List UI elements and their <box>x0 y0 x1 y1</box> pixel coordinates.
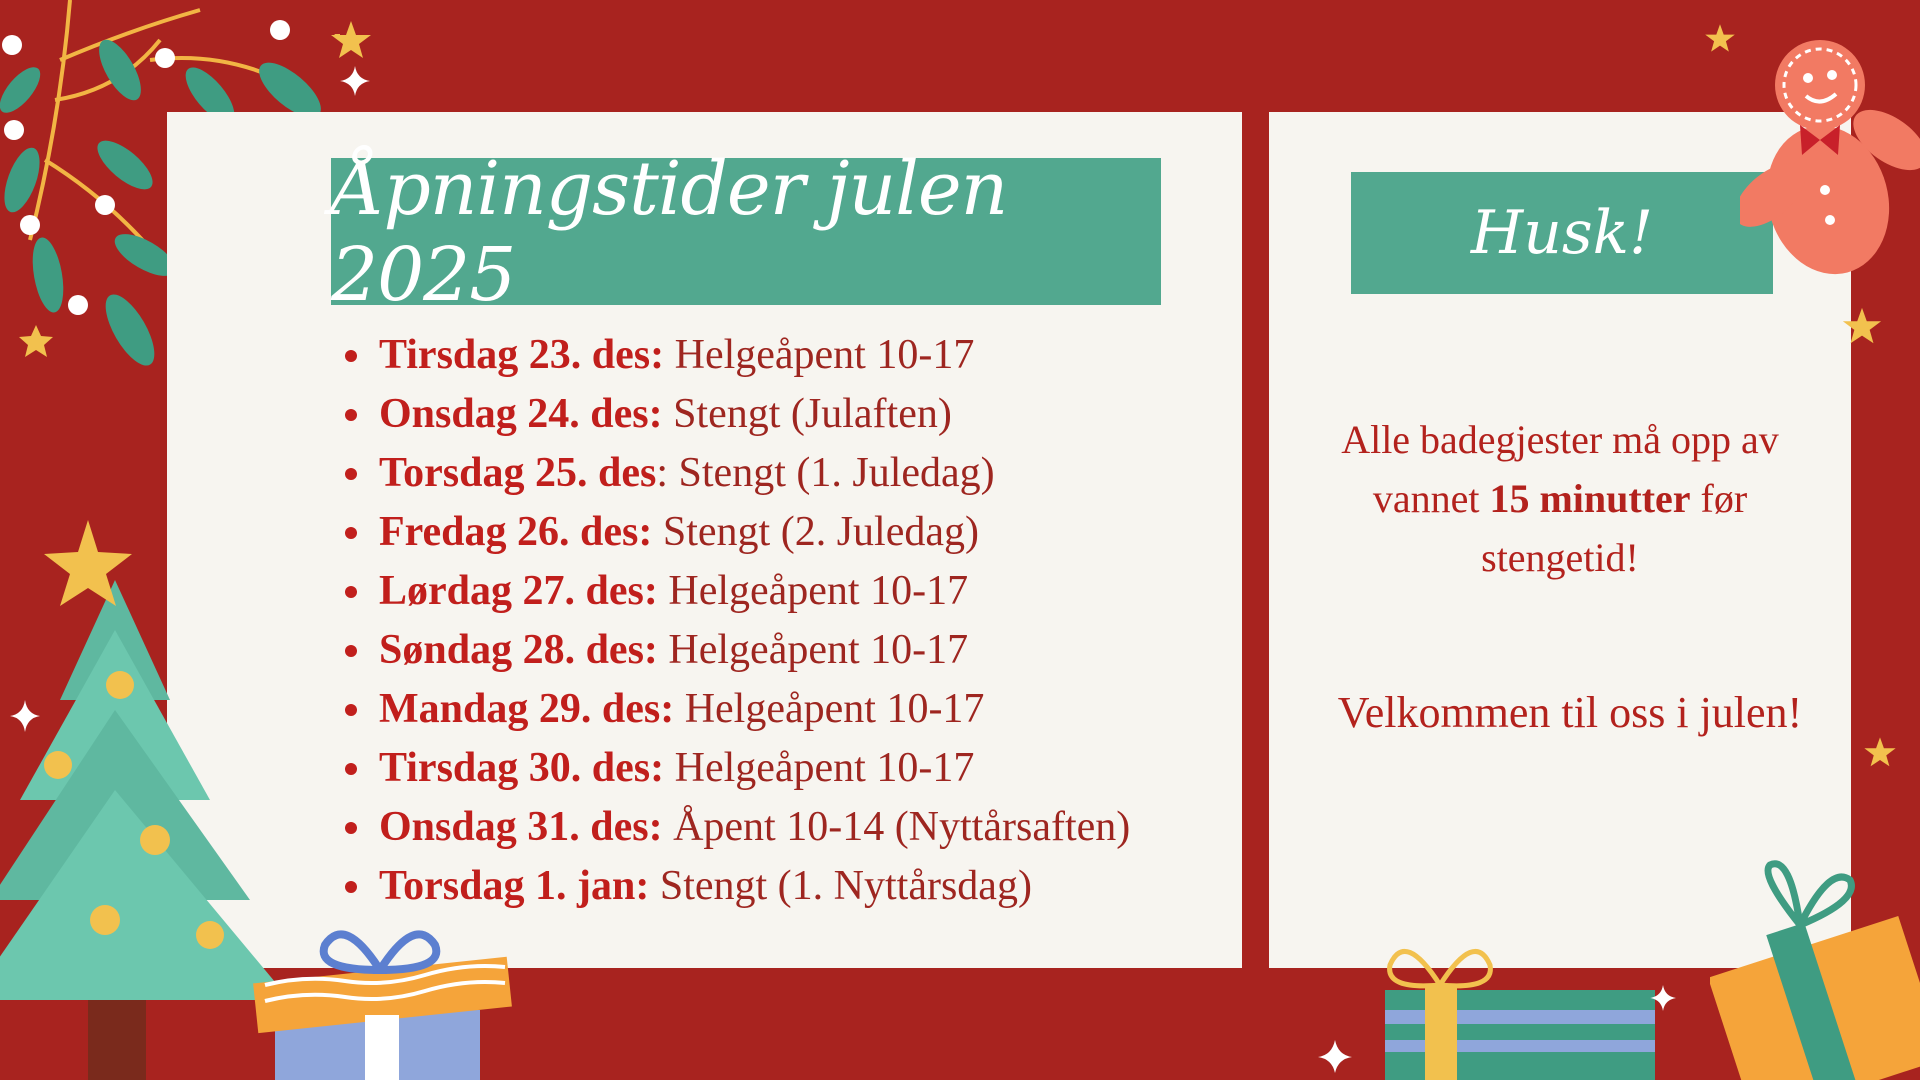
schedule-day: Tirsdag 23. des: <box>379 332 665 378</box>
bullet-icon <box>345 763 357 775</box>
page-title: Åpningstider julen 2025 <box>331 158 1161 305</box>
bullet-icon <box>345 881 357 893</box>
reminder-after: før stengetid! <box>1481 476 1748 580</box>
gingerbread-man-icon <box>1740 30 1920 290</box>
schedule-day: Lørdag 27. des: <box>379 568 658 614</box>
bullet-icon <box>345 645 357 657</box>
schedule-status: Åpent 10-14 (Nyttårsaften) <box>673 804 1131 850</box>
schedule-day: Søndag 28. des: <box>379 627 658 673</box>
bullet-icon <box>345 704 357 716</box>
reminder-bold: 15 minutter <box>1489 476 1691 521</box>
schedule-day: Tirsdag 30. des: <box>379 745 665 791</box>
bullet-icon <box>345 468 357 480</box>
schedule-day: Fredag 26. des: <box>379 509 653 555</box>
bullet-icon <box>345 527 357 539</box>
schedule-status: Helgeåpent 10-17 <box>684 686 985 732</box>
gift-icon <box>1310 925 1670 1080</box>
gift-icon <box>245 915 520 1080</box>
husk-heading: Husk! <box>1351 172 1773 294</box>
reminder-text <box>1300 410 1820 587</box>
list-item <box>345 444 1130 503</box>
list-item <box>345 621 1130 680</box>
schedule-day: Torsdag 1. jan: <box>379 863 650 909</box>
list-item <box>345 798 1130 857</box>
list-item <box>345 562 1130 621</box>
list-item <box>345 503 1130 562</box>
bullet-icon <box>345 409 357 421</box>
list-item <box>345 326 1130 385</box>
welcome-text: Velkommen til oss i julen! <box>1337 688 1803 737</box>
schedule-status: Stengt (1. Nyttårsdag) <box>659 863 1032 909</box>
sparkle-icon <box>340 66 370 96</box>
schedule-status: Helgeåpent 10-17 <box>674 745 975 791</box>
bullet-icon <box>345 350 357 362</box>
schedule-status: Helgeåpent 10-17 <box>674 332 975 378</box>
schedule-status: Helgeåpent 10-17 <box>668 627 969 673</box>
schedule-status: : Stengt (1. Juledag) <box>656 450 995 496</box>
schedule-day: Torsdag 25. des <box>379 450 657 496</box>
bullet-icon <box>345 822 357 834</box>
schedule-day: Onsdag 31. des: <box>379 804 663 850</box>
schedule-status: Helgeåpent 10-17 <box>668 568 969 614</box>
star-icon <box>328 18 374 64</box>
schedule-list <box>345 326 1130 916</box>
list-item <box>345 385 1130 444</box>
sparkle-icon <box>1650 985 1676 1011</box>
schedule-day: Onsdag 24. des: <box>379 391 663 437</box>
bullet-icon <box>345 586 357 598</box>
star-icon <box>1862 735 1898 771</box>
reminder-before: Alle badegjester må opp av vannet <box>1341 417 1779 521</box>
list-item <box>345 739 1130 798</box>
gift-icon <box>1710 855 1920 1080</box>
schedule-status: Stengt (Julaften) <box>673 391 952 437</box>
schedule-status: Stengt (2. Juledag) <box>662 509 979 555</box>
star-icon <box>1840 305 1884 349</box>
schedule-day: Mandag 29. des: <box>379 686 675 732</box>
star-icon <box>1703 22 1737 56</box>
list-item <box>345 680 1130 739</box>
list-item <box>345 857 1130 916</box>
